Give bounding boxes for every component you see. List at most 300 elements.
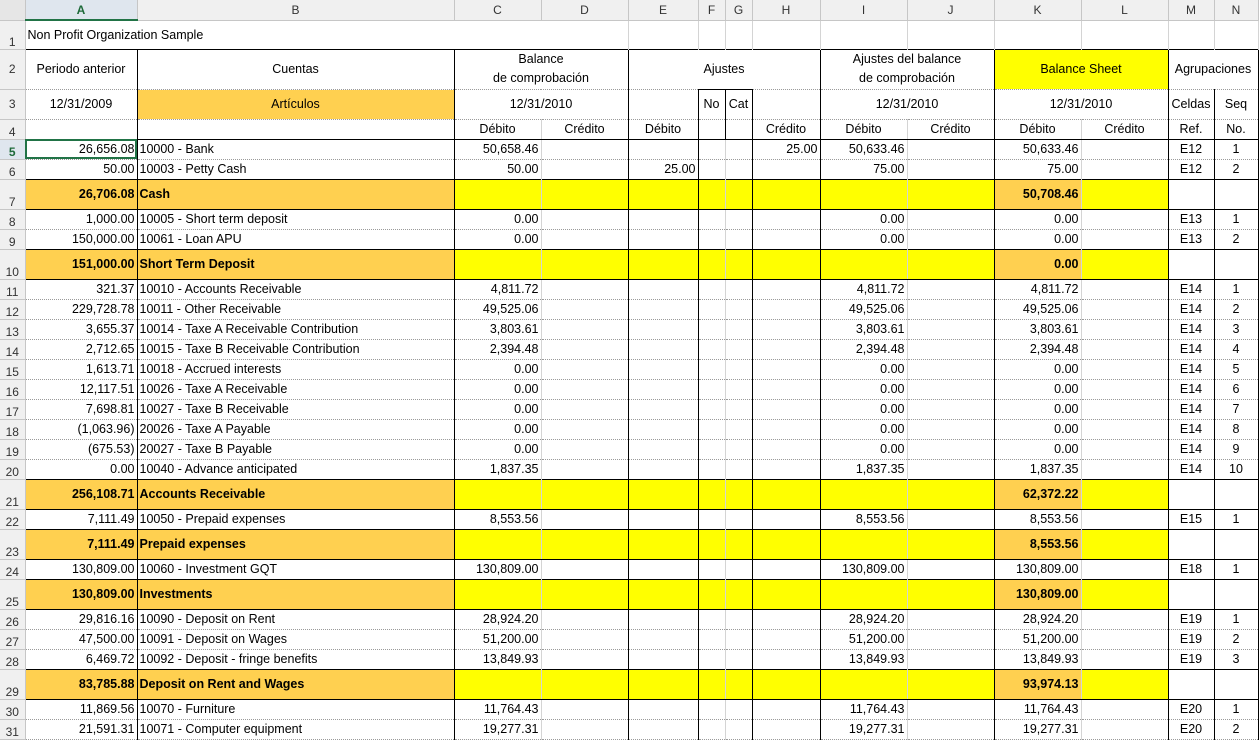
amount-cell-j[interactable] [907, 609, 994, 629]
seq-cell[interactable]: 1 [1214, 609, 1258, 629]
amount-cell-d[interactable] [541, 379, 628, 399]
amount-cell-k[interactable]: 0.00 [994, 419, 1081, 439]
ref-cell[interactable]: E14 [1168, 419, 1214, 439]
row-number[interactable]: 10 [0, 249, 25, 279]
ref-cell[interactable]: E14 [1168, 319, 1214, 339]
seq-cell[interactable]: 2 [1214, 229, 1258, 249]
ref-cell[interactable] [1168, 579, 1214, 609]
amount-cell-c[interactable]: 0.00 [454, 359, 541, 379]
cell[interactable] [1081, 20, 1168, 49]
amount-cell-k[interactable]: 50,633.46 [994, 139, 1081, 159]
amount-cell-h[interactable] [752, 719, 820, 739]
amount-cell-j[interactable] [907, 629, 994, 649]
amount-cell-h[interactable] [752, 509, 820, 529]
amount-cell-k[interactable]: 0.00 [994, 439, 1081, 459]
amount-cell-f[interactable] [698, 559, 725, 579]
debito-i-header[interactable]: Débito [820, 119, 907, 139]
select-all-corner[interactable] [0, 0, 25, 20]
amount-cell-e[interactable] [628, 459, 698, 479]
amount-cell-f[interactable] [698, 299, 725, 319]
amount-cell-g[interactable] [725, 209, 752, 229]
amount-cell-d[interactable] [541, 609, 628, 629]
amount-cell-g[interactable] [725, 699, 752, 719]
amount-cell-j[interactable] [907, 509, 994, 529]
amount-cell-h[interactable] [752, 159, 820, 179]
amount-cell-g[interactable] [725, 579, 752, 609]
amount-cell-d[interactable] [541, 299, 628, 319]
amount-cell-k[interactable]: 8,553.56 [994, 509, 1081, 529]
amount-cell-d[interactable] [541, 159, 628, 179]
amount-cell-k[interactable]: 0.00 [994, 209, 1081, 229]
amount-cell-c[interactable]: 11,764.43 [454, 699, 541, 719]
amount-cell-i[interactable]: 2,394.48 [820, 339, 907, 359]
amount-cell-h[interactable] [752, 209, 820, 229]
amount-cell-g[interactable] [725, 459, 752, 479]
amount-cell-h[interactable] [752, 299, 820, 319]
amount-cell-f[interactable] [698, 399, 725, 419]
amount-cell-d[interactable] [541, 399, 628, 419]
seq-cell[interactable] [1214, 669, 1258, 699]
cell[interactable] [725, 20, 752, 49]
amount-cell-d[interactable] [541, 439, 628, 459]
row-number[interactable]: 4 [0, 119, 25, 139]
amount-cell-i[interactable]: 0.00 [820, 439, 907, 459]
amount-cell-j[interactable] [907, 249, 994, 279]
amount-cell-e[interactable] [628, 509, 698, 529]
amount-cell-j[interactable] [907, 719, 994, 739]
column-header-f[interactable]: F [698, 0, 725, 20]
row-number[interactable]: 24 [0, 559, 25, 579]
amount-cell-h[interactable] [752, 629, 820, 649]
row-number[interactable]: 18 [0, 419, 25, 439]
amount-cell-c[interactable]: 49,525.06 [454, 299, 541, 319]
account-name-cell[interactable]: 10091 - Deposit on Wages [137, 629, 454, 649]
ref-cell[interactable]: E13 [1168, 209, 1214, 229]
amount-cell-j[interactable] [907, 379, 994, 399]
row-number[interactable]: 11 [0, 279, 25, 299]
amount-cell-d[interactable] [541, 359, 628, 379]
row-number[interactable]: 19 [0, 439, 25, 459]
amount-cell-c[interactable]: 0.00 [454, 209, 541, 229]
amount-cell-a[interactable]: 6,469.72 [25, 649, 137, 669]
amount-cell-k[interactable]: 49,525.06 [994, 299, 1081, 319]
amount-cell-j[interactable] [907, 399, 994, 419]
amount-cell-e[interactable] [628, 229, 698, 249]
amount-cell-c[interactable]: 51,200.00 [454, 629, 541, 649]
amount-cell-d[interactable] [541, 699, 628, 719]
account-name-cell[interactable]: Accounts Receivable [137, 479, 454, 509]
row-number[interactable]: 31 [0, 719, 25, 739]
amount-cell-c[interactable]: 0.00 [454, 439, 541, 459]
ref-cell[interactable] [1168, 479, 1214, 509]
amount-cell-j[interactable] [907, 209, 994, 229]
amount-cell-i[interactable]: 1,837.35 [820, 459, 907, 479]
amount-cell-a[interactable]: 50.00 [25, 159, 137, 179]
amount-cell-a[interactable]: 7,698.81 [25, 399, 137, 419]
amount-cell-i[interactable] [820, 529, 907, 559]
amount-cell-k[interactable]: 75.00 [994, 159, 1081, 179]
column-header-a[interactable]: A [25, 0, 137, 20]
debito-e-header[interactable]: Débito [628, 119, 698, 139]
amount-cell-j[interactable] [907, 529, 994, 559]
amount-cell-i[interactable]: 4,811.72 [820, 279, 907, 299]
ref-cell[interactable]: E20 [1168, 699, 1214, 719]
column-header-n[interactable]: N [1214, 0, 1258, 20]
amount-cell-e[interactable] [628, 669, 698, 699]
amount-cell-k[interactable]: 0.00 [994, 229, 1081, 249]
amount-cell-a[interactable]: 26,656.08 [25, 139, 137, 159]
amount-cell-f[interactable] [698, 249, 725, 279]
amount-cell-h[interactable] [752, 669, 820, 699]
amount-cell-l[interactable] [1081, 399, 1168, 419]
amount-cell-f[interactable] [698, 649, 725, 669]
amount-cell-i[interactable]: 75.00 [820, 159, 907, 179]
amount-cell-k[interactable]: 62,372.22 [994, 479, 1081, 509]
amount-cell-c[interactable]: 8,553.56 [454, 509, 541, 529]
amount-cell-h[interactable] [752, 529, 820, 559]
amount-cell-g[interactable] [725, 359, 752, 379]
amount-cell-a[interactable]: 7,111.49 [25, 509, 137, 529]
amount-cell-l[interactable] [1081, 509, 1168, 529]
date-c-cell[interactable]: 12/31/2010 [454, 89, 628, 119]
account-name-cell[interactable]: 10060 - Investment GQT [137, 559, 454, 579]
amount-cell-a[interactable]: (675.53) [25, 439, 137, 459]
amount-cell-i[interactable] [820, 249, 907, 279]
amount-cell-c[interactable]: 1,837.35 [454, 459, 541, 479]
ref-cell[interactable] [1168, 179, 1214, 209]
amount-cell-h[interactable] [752, 579, 820, 609]
amount-cell-e[interactable] [628, 139, 698, 159]
amount-cell-h[interactable] [752, 459, 820, 479]
amount-cell-l[interactable] [1081, 559, 1168, 579]
amount-cell-g[interactable] [725, 649, 752, 669]
account-name-cell[interactable]: 10090 - Deposit on Rent [137, 609, 454, 629]
balance-comprobacion-header[interactable] [454, 49, 628, 89]
ref-cell[interactable]: E15 [1168, 509, 1214, 529]
amount-cell-d[interactable] [541, 249, 628, 279]
ref-cell[interactable] [1168, 669, 1214, 699]
amount-cell-h[interactable] [752, 249, 820, 279]
ref-cell[interactable]: E19 [1168, 649, 1214, 669]
account-name-cell[interactable]: 10061 - Loan APU [137, 229, 454, 249]
amount-cell-l[interactable] [1081, 279, 1168, 299]
amount-cell-g[interactable] [725, 179, 752, 209]
ajustes-header[interactable]: Ajustes [628, 49, 820, 89]
sheet-title-cell[interactable]: Non Profit Organization Sample [25, 20, 541, 49]
amount-cell-i[interactable]: 11,764.43 [820, 699, 907, 719]
amount-cell-f[interactable] [698, 529, 725, 559]
amount-cell-h[interactable] [752, 229, 820, 249]
cell[interactable] [1168, 20, 1214, 49]
amount-cell-g[interactable] [725, 379, 752, 399]
amount-cell-l[interactable] [1081, 719, 1168, 739]
seq-cell[interactable] [1214, 249, 1258, 279]
date-k-cell[interactable]: 12/31/2010 [994, 89, 1168, 119]
amount-cell-g[interactable] [725, 319, 752, 339]
amount-cell-d[interactable] [541, 579, 628, 609]
amount-cell-e[interactable] [628, 279, 698, 299]
account-name-cell[interactable]: 20027 - Taxe B Payable [137, 439, 454, 459]
amount-cell-l[interactable] [1081, 379, 1168, 399]
ref-cell[interactable]: E14 [1168, 279, 1214, 299]
amount-cell-e[interactable] [628, 529, 698, 559]
amount-cell-e[interactable] [628, 649, 698, 669]
amount-cell-k[interactable]: 0.00 [994, 399, 1081, 419]
amount-cell-l[interactable] [1081, 629, 1168, 649]
amount-cell-h[interactable] [752, 279, 820, 299]
amount-cell-h[interactable] [752, 399, 820, 419]
row-number[interactable]: 28 [0, 649, 25, 669]
amount-cell-i[interactable]: 19,277.31 [820, 719, 907, 739]
amount-cell-e[interactable] [628, 419, 698, 439]
seq-cell[interactable] [1214, 479, 1258, 509]
amount-cell-i[interactable]: 0.00 [820, 229, 907, 249]
ref-cell[interactable]: E12 [1168, 139, 1214, 159]
amount-cell-d[interactable] [541, 139, 628, 159]
amount-cell-f[interactable] [698, 339, 725, 359]
amount-cell-f[interactable] [698, 459, 725, 479]
amount-cell-c[interactable] [454, 179, 541, 209]
cell[interactable] [137, 119, 454, 139]
amount-cell-f[interactable] [698, 159, 725, 179]
account-name-cell[interactable]: Deposit on Rent and Wages [137, 669, 454, 699]
column-header-i[interactable]: I [820, 0, 907, 20]
amount-cell-c[interactable]: 0.00 [454, 419, 541, 439]
row-number[interactable]: 29 [0, 669, 25, 699]
cell[interactable] [1214, 20, 1258, 49]
ref-cell[interactable]: E14 [1168, 439, 1214, 459]
amount-cell-h[interactable] [752, 559, 820, 579]
amount-cell-h[interactable] [752, 479, 820, 509]
amount-cell-f[interactable] [698, 179, 725, 209]
account-name-cell[interactable]: Investments [137, 579, 454, 609]
column-header-e[interactable]: E [628, 0, 698, 20]
amount-cell-a[interactable]: 29,816.16 [25, 609, 137, 629]
amount-cell-f[interactable] [698, 609, 725, 629]
amount-cell-d[interactable] [541, 179, 628, 209]
amount-cell-a[interactable]: 26,706.08 [25, 179, 137, 209]
amount-cell-k[interactable]: 51,200.00 [994, 629, 1081, 649]
credito-d-header[interactable]: Crédito [541, 119, 628, 139]
amount-cell-e[interactable] [628, 339, 698, 359]
amount-cell-f[interactable] [698, 359, 725, 379]
amount-cell-j[interactable] [907, 559, 994, 579]
cell[interactable] [820, 20, 907, 49]
cell[interactable] [541, 20, 628, 49]
amount-cell-a[interactable]: 11,869.56 [25, 699, 137, 719]
row-number[interactable]: 26 [0, 609, 25, 629]
amount-cell-l[interactable] [1081, 699, 1168, 719]
amount-cell-i[interactable]: 49,525.06 [820, 299, 907, 319]
amount-cell-e[interactable] [628, 439, 698, 459]
balance-sheet-header[interactable]: Balance Sheet [994, 49, 1168, 89]
amount-cell-g[interactable] [725, 249, 752, 279]
amount-cell-c[interactable]: 2,394.48 [454, 339, 541, 359]
amount-cell-e[interactable]: 25.00 [628, 159, 698, 179]
amount-cell-k[interactable]: 50,708.46 [994, 179, 1081, 209]
ref-cell[interactable]: E19 [1168, 609, 1214, 629]
amount-cell-e[interactable] [628, 249, 698, 279]
amount-cell-a[interactable]: 150,000.00 [25, 229, 137, 249]
column-header-g[interactable]: G [725, 0, 752, 20]
amount-cell-c[interactable] [454, 249, 541, 279]
amount-cell-l[interactable] [1081, 529, 1168, 559]
account-name-cell[interactable]: 10003 - Petty Cash [137, 159, 454, 179]
amount-cell-l[interactable] [1081, 179, 1168, 209]
row-number[interactable]: 21 [0, 479, 25, 509]
amount-cell-a[interactable]: 130,809.00 [25, 559, 137, 579]
amount-cell-e[interactable] [628, 699, 698, 719]
cell[interactable] [25, 119, 137, 139]
seq-cell[interactable]: 8 [1214, 419, 1258, 439]
row-number[interactable]: 17 [0, 399, 25, 419]
amount-cell-i[interactable]: 130,809.00 [820, 559, 907, 579]
amount-cell-i[interactable]: 28,924.20 [820, 609, 907, 629]
account-name-cell[interactable]: 10005 - Short term deposit [137, 209, 454, 229]
amount-cell-j[interactable] [907, 319, 994, 339]
row-number[interactable]: 27 [0, 629, 25, 649]
account-name-cell[interactable]: Prepaid expenses [137, 529, 454, 559]
amount-cell-i[interactable] [820, 179, 907, 209]
seq-cell[interactable]: 7 [1214, 399, 1258, 419]
amount-cell-g[interactable] [725, 159, 752, 179]
seq-cell[interactable] [1214, 579, 1258, 609]
account-name-cell[interactable]: Short Term Deposit [137, 249, 454, 279]
row-number[interactable]: 13 [0, 319, 25, 339]
amount-cell-e[interactable] [628, 209, 698, 229]
amount-cell-i[interactable]: 0.00 [820, 419, 907, 439]
amount-cell-l[interactable] [1081, 299, 1168, 319]
amount-cell-g[interactable] [725, 669, 752, 699]
amount-cell-k[interactable]: 1,837.35 [994, 459, 1081, 479]
seq-cell[interactable]: 3 [1214, 319, 1258, 339]
seq-cell[interactable]: 2 [1214, 159, 1258, 179]
seq-cell[interactable]: 2 [1214, 629, 1258, 649]
amount-cell-e[interactable] [628, 299, 698, 319]
amount-cell-j[interactable] [907, 229, 994, 249]
amount-cell-i[interactable]: 8,553.56 [820, 509, 907, 529]
account-name-cell[interactable]: 10092 - Deposit - fringe benefits [137, 649, 454, 669]
amount-cell-c[interactable] [454, 669, 541, 699]
amount-cell-d[interactable] [541, 669, 628, 699]
amount-cell-d[interactable] [541, 339, 628, 359]
amount-cell-k[interactable]: 28,924.20 [994, 609, 1081, 629]
amount-cell-k[interactable]: 8,553.56 [994, 529, 1081, 559]
ref-cell[interactable]: E18 [1168, 559, 1214, 579]
seq-cell[interactable] [1214, 529, 1258, 559]
amount-cell-j[interactable] [907, 139, 994, 159]
amount-cell-e[interactable] [628, 629, 698, 649]
amount-cell-j[interactable] [907, 179, 994, 209]
row-number[interactable]: 1 [0, 20, 25, 49]
account-name-cell[interactable]: 10040 - Advance anticipated [137, 459, 454, 479]
amount-cell-i[interactable]: 0.00 [820, 359, 907, 379]
amount-cell-h[interactable] [752, 699, 820, 719]
amount-cell-d[interactable] [541, 479, 628, 509]
cell[interactable] [752, 89, 820, 119]
amount-cell-a[interactable]: 83,785.88 [25, 669, 137, 699]
amount-cell-f[interactable] [698, 509, 725, 529]
amount-cell-e[interactable] [628, 179, 698, 209]
amount-cell-c[interactable]: 130,809.00 [454, 559, 541, 579]
seq-cell[interactable]: 1 [1214, 559, 1258, 579]
amount-cell-l[interactable] [1081, 479, 1168, 509]
row-number[interactable]: 30 [0, 699, 25, 719]
cell[interactable] [994, 20, 1081, 49]
cell[interactable] [628, 20, 698, 49]
amount-cell-k[interactable]: 130,809.00 [994, 579, 1081, 609]
seq-cell[interactable]: 2 [1214, 719, 1258, 739]
amount-cell-a[interactable]: 1,000.00 [25, 209, 137, 229]
cell[interactable] [725, 119, 752, 139]
amount-cell-f[interactable] [698, 279, 725, 299]
amount-cell-d[interactable] [541, 529, 628, 559]
column-header-b[interactable]: B [137, 0, 454, 20]
amount-cell-c[interactable]: 0.00 [454, 229, 541, 249]
amount-cell-e[interactable] [628, 609, 698, 629]
row-number[interactable]: 20 [0, 459, 25, 479]
amount-cell-i[interactable]: 3,803.61 [820, 319, 907, 339]
amount-cell-f[interactable] [698, 139, 725, 159]
amount-cell-j[interactable] [907, 579, 994, 609]
amount-cell-j[interactable] [907, 669, 994, 699]
amount-cell-k[interactable]: 93,974.13 [994, 669, 1081, 699]
amount-cell-f[interactable] [698, 479, 725, 509]
cell[interactable] [752, 20, 820, 49]
column-header-k[interactable]: K [994, 0, 1081, 20]
column-header-l[interactable]: L [1081, 0, 1168, 20]
row-number[interactable]: 9 [0, 229, 25, 249]
credito-h-header[interactable]: Crédito [752, 119, 820, 139]
amount-cell-j[interactable] [907, 339, 994, 359]
cat-header[interactable]: Cat [725, 89, 752, 119]
account-name-cell[interactable]: 10010 - Accounts Receivable [137, 279, 454, 299]
amount-cell-g[interactable] [725, 399, 752, 419]
amount-cell-d[interactable] [541, 209, 628, 229]
amount-cell-c[interactable]: 0.00 [454, 379, 541, 399]
column-header-h[interactable]: H [752, 0, 820, 20]
amount-cell-g[interactable] [725, 559, 752, 579]
amount-cell-i[interactable]: 0.00 [820, 379, 907, 399]
celdas-header[interactable]: Celdas [1168, 89, 1214, 119]
amount-cell-e[interactable] [628, 359, 698, 379]
amount-cell-l[interactable] [1081, 139, 1168, 159]
debito-c-header[interactable]: Débito [454, 119, 541, 139]
row-number[interactable]: 3 [0, 89, 25, 119]
amount-cell-f[interactable] [698, 439, 725, 459]
amount-cell-k[interactable]: 2,394.48 [994, 339, 1081, 359]
amount-cell-l[interactable] [1081, 579, 1168, 609]
ref-cell[interactable]: E13 [1168, 229, 1214, 249]
ajustes-balance-header[interactable] [820, 49, 994, 89]
cuentas-header[interactable]: Cuentas [137, 49, 454, 89]
account-name-cell[interactable]: 10014 - Taxe A Receivable Contribution [137, 319, 454, 339]
amount-cell-k[interactable]: 0.00 [994, 249, 1081, 279]
amount-cell-g[interactable] [725, 229, 752, 249]
amount-cell-c[interactable]: 3,803.61 [454, 319, 541, 339]
seq-cell[interactable]: 1 [1214, 209, 1258, 229]
seq-cell[interactable]: 5 [1214, 359, 1258, 379]
amount-cell-j[interactable] [907, 279, 994, 299]
agrupaciones-header[interactable]: Agrupaciones [1168, 49, 1258, 89]
ref-cell[interactable]: E14 [1168, 299, 1214, 319]
ref-cell[interactable] [1168, 529, 1214, 559]
amount-cell-f[interactable] [698, 699, 725, 719]
amount-cell-a[interactable]: 47,500.00 [25, 629, 137, 649]
debito-k-header[interactable]: Débito [994, 119, 1081, 139]
ref-cell[interactable] [1168, 249, 1214, 279]
account-name-cell[interactable]: 10026 - Taxe A Receivable [137, 379, 454, 399]
